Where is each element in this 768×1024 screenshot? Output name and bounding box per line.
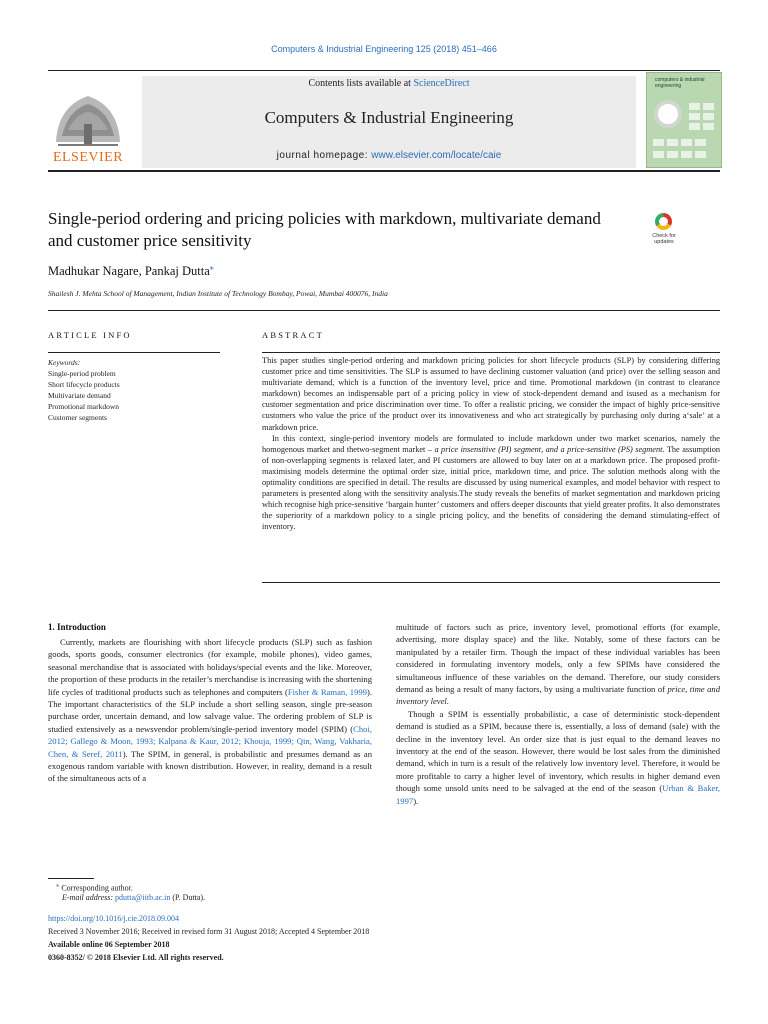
journal-homepage [142,150,636,161]
cover-cell [695,151,706,158]
body-column-left [48,636,372,785]
email-link[interactable]: pdutta@iitb.ac.in [115,893,171,902]
citation-link[interactable]: Urban & Baker, 1997 [396,783,720,806]
footnote-divider [48,878,94,879]
cover-cell [689,123,700,130]
article-title: Single-period ordering and pricing policies with markdown, multivariate demand and customer price sensitivity [48,209,601,250]
header-divider [48,170,720,172]
body-text: Though a SPIM is essentially probabilistic, a case of deterministic stock-dependent demand is studied as a SPIM, because there is, essentially, a loss of demand (sale) with the decline in the inventory level. An order size that is just equal to the demand leaves no inventory at the end of the season. However, there would be lost sales from the diminished demand, which in turn is a result of the relatively low inventory level. Therefore, it would be more profitable to carry a higher level of inventory, which results in higher demand even though some unsold units need to be salvaged at the end of the season ( [396,708,720,794]
sciencedirect-link[interactable]: ScienceDirect [413,78,470,89]
received-dates: Received 3 November 2016; Received in revised form 31 August 2018; Accepted 4 September 2018 [48,927,370,936]
section-heading-introduction: 1. Introduction [48,622,106,632]
elsevier-wordmark: ELSEVIER [52,150,124,165]
cover-cell [667,151,678,158]
footnote-email [62,893,205,902]
body-paragraph [396,708,720,807]
check-for-updates-icon-center [659,217,668,226]
keyword: Customer segments [48,413,107,422]
divider [48,310,720,311]
authors [48,263,214,279]
abstract-emphasis: a price insensitive (PI) segment, and a price-sensitive (PS) segment. [434,444,665,454]
journal-name: Computers & Industrial Engineering [264,108,514,127]
cover-cell [695,139,706,146]
copyright: 0360-8352/ © 2018 Elsevier Ltd. All rights reserved. [48,953,224,962]
homepage-link[interactable]: www.elsevier.com/locate/caie [371,150,502,161]
contents-prefix: Contents lists available at [308,78,414,89]
body-text: Currently, markets are flourishing with short lifecycle products (SLP) such as fashion goods, sports goods, consumer electronics (for example, mobile phones), video games, seasonal merchandise that is associated with holidays/special events and the like. Moreover, the proportion of these products in the retailer’s merchandise is increasing with the shortening life cycles of traditional products such as telephones and computers ( [48,637,372,697]
abstract-heading: ABSTRACT [262,330,324,340]
keyword: Single-period problem [48,369,116,378]
abstract-body [262,355,720,533]
keywords-block [48,357,220,423]
email-label: E-mail address: [62,893,116,902]
body-text: ). The important characteristics of the SLP include a short selling season, single pre-season purchase order, uncertain demand, and low salvage value. The ordering problem of SLP is studied extensively as a newsvendor problem/single-period inventory model (SPIM) ( [48,686,372,734]
author-names: Madhukar Nagare, Pankaj Dutta [48,264,210,279]
cover-cell [653,151,664,158]
cover-title: computers & industrial engineering [655,77,705,89]
cover-cell [653,139,664,146]
keywords-label: Keywords: [48,358,81,367]
cover-cell [681,139,692,146]
footnote-corresponding [56,881,133,893]
abstract-text: In this context, single-period inventory models are formulated to include markdown under two market scenarios, namely the homogenous market and thetwo-segment market – [262,433,720,454]
cover-cell [689,113,700,120]
divider [262,352,720,353]
divider [48,70,720,71]
cover-cell [703,113,714,120]
cover-cell [703,103,714,110]
citation-link[interactable]: Choi, 2012; Gallego & Moon, 1993; Kalpana & Kaur, 2012; Khouja, 1999; Qin, Wang, Vakharia, Chen, & Seref, 2011 [48,723,372,759]
footnote-text: Corresponding author. [59,883,133,893]
journal-cover-thumbnail[interactable] [646,72,722,168]
doi-url[interactable]: https://doi.org/10.1016/j.cie.2018.09.004 [48,914,179,923]
body-paragraph [48,636,372,785]
abstract-paragraph: This paper studies single-period ordering and markdown pricing policies for short lifecycle products (SLP) by considering differing customer price and time sensitivities. The SLP is assumed to have declining customer valuation (and price) over the selling season and multivariate demand, which is a function of the inventory level, price and time. Promotional markdown (in contrast to clearance markdown) becomes an indispensable part of a pricing policy in view of stock-dependent demand and isused as a mechanism for customer segmentation and price discrimination over time. To offer a realistic pricing, we consider the impact of highly price-sensitive customers who value the price of the product over its innovativeness and who act strategically by purchasing only during a‘sale’ at a markdown price. [262,356,720,432]
homepage-label: journal homepage: [276,150,372,161]
keyword: Promotional markdown [48,402,120,411]
abstract-paragraph [262,433,720,533]
body-column-right [396,621,720,807]
body-emphasis: price, time and inventory level. [396,684,720,707]
email-suffix: (P. Dutta). [170,893,206,902]
body-text: ). [413,795,419,806]
abstract-text: The assumption of non-overlapping segments is relaxed later, and PI customers are allowed to buy later on at a markdown price. The proposed profit-maximising models determine the optimal order size, initial price, markdown time, and price. The solution methods along with the optimality conditions are specified in detail. The results are discussed by using numerical examples, and model behavior with respect to parameters is presented along with the sensitivity analysis.The study reveals the benefits of market segmentation and markdown pricing which recognise high price-sensitive ‘bargain hunter’ customers and offers deeper discounts that yield greater profits. It also demonstrates the superiority of a markdown policy to a single pricing policy, and the benefits of considering the demand stimulating-effect of inventory. [262,444,721,532]
corresponding-author-mark[interactable]: ⁎ [209,263,214,272]
check-for-updates-label[interactable]: Check for updates [652,233,676,245]
divider [262,582,720,583]
cover-emblem-icon [654,100,682,128]
article-info-heading: ARTICLE INFO [48,330,132,340]
contents-line [142,78,636,89]
cover-cell [689,103,700,110]
citation-link[interactable]: Fisher & Raman, 1999 [287,686,367,697]
journal-reference[interactable]: Computers & Industrial Engineering 125 (2018) 451–466 [271,44,497,54]
body-text: multitude of factors such as price, inventory level, promotional efforts (for example, advertising, more display space) and the like. Notably, some of these factors can be manipulated by a retailer firm. Though the impact of these individual variables has been considered in formulating inventory models, only a few SPIMs have considered the simultaneous influence of these variables on the demand. Therefore, our study considers demand as being a result of many factors, by using a multivariate function of [396,622,720,695]
divider [48,352,220,353]
doi-link[interactable] [48,914,179,923]
keyword: Multivariate demand [48,391,111,400]
cover-cell [667,139,678,146]
body-paragraph [396,621,720,708]
available-online: Available online 06 September 2018 [48,940,170,949]
body-text: ). The SPIM, in general, is probabilistic and presumes demand as an exogenous random variable with known distribution. However, in reality, demand is a result of the simultaneous acts of a [48,748,372,784]
footnote-mark: ⁎ [56,882,60,889]
affiliation: Shailesh J. Mehta School of Management, Indian Institute of Technology Bombay, Powai, Mumbai 400076, India [48,289,388,298]
cover-cell [681,151,692,158]
cover-cell [703,123,714,130]
keyword: Short lifecycle products [48,380,120,389]
